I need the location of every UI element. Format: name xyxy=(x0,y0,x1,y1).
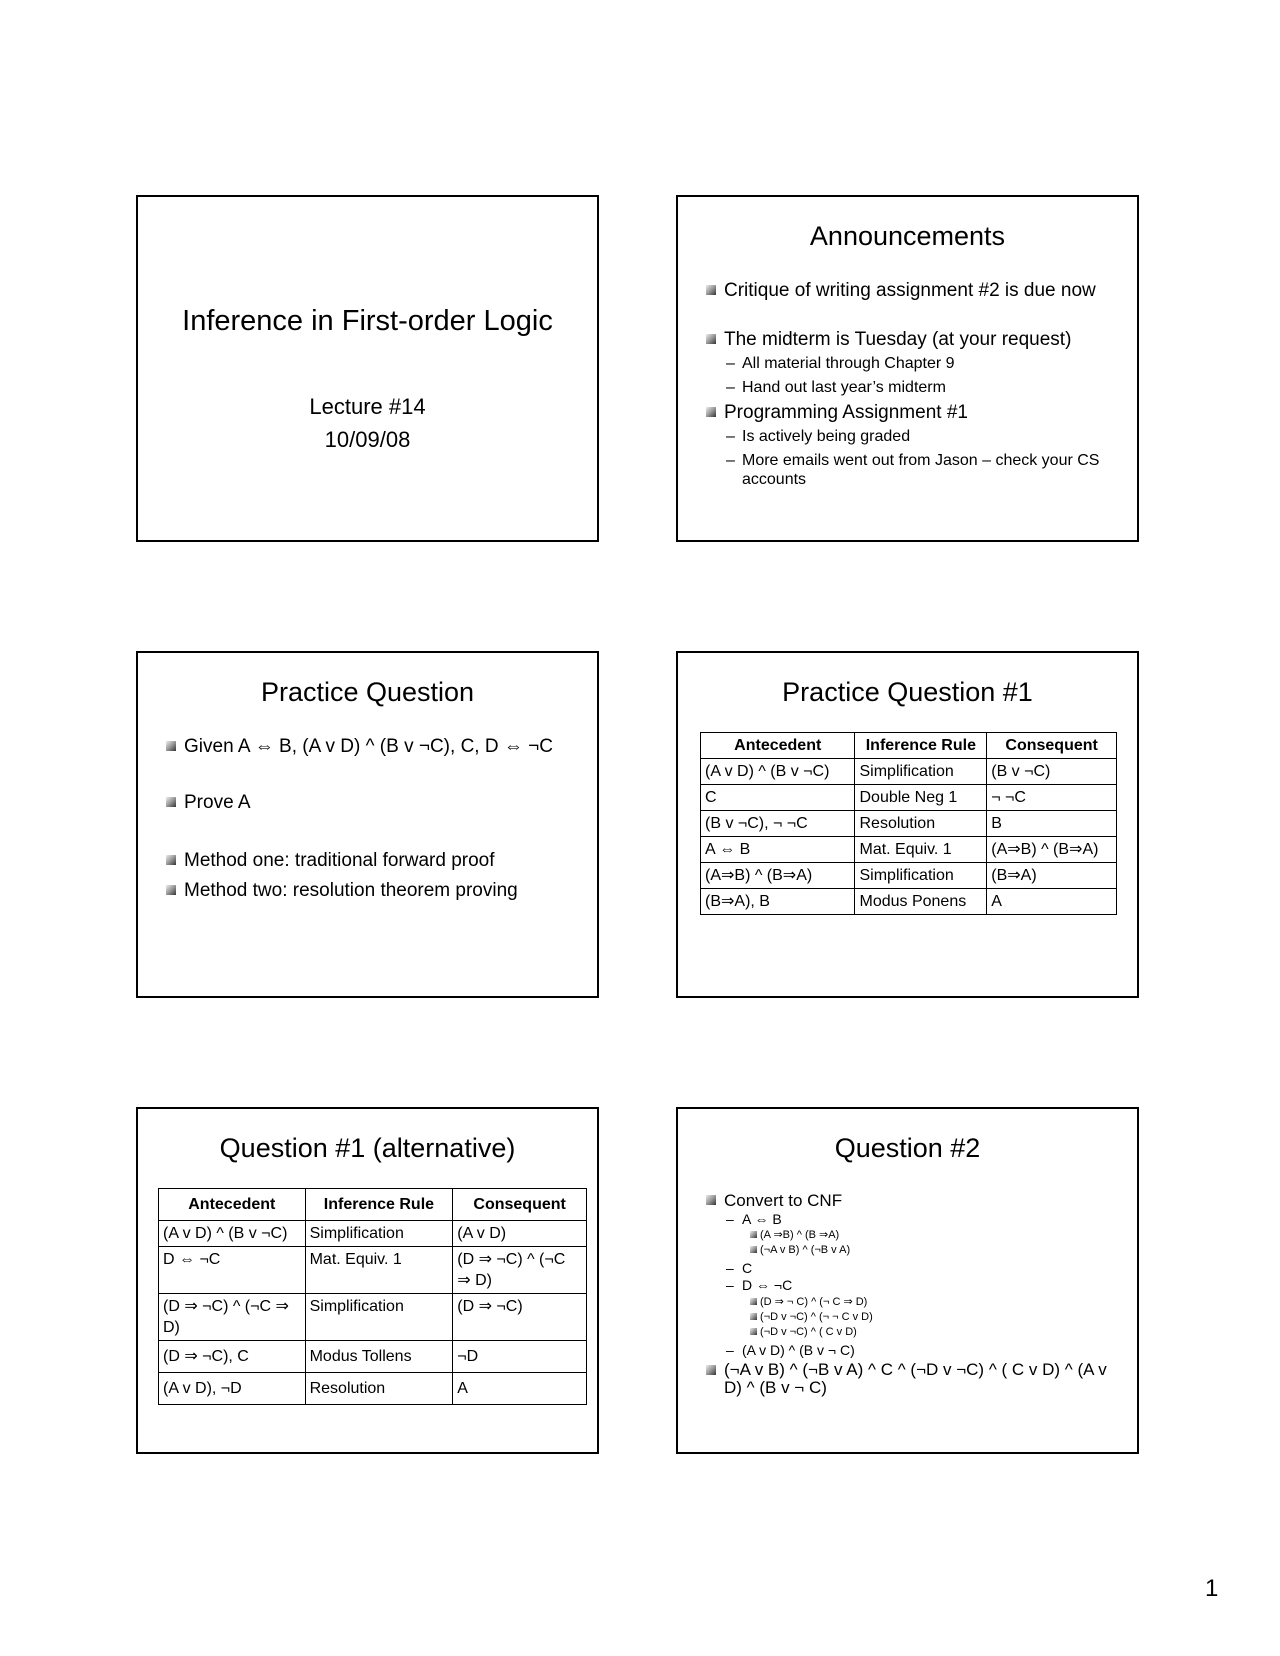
bullet-square-icon xyxy=(166,855,176,865)
table-cell: (D ⇒ ¬C) ^ (¬C ⇒ D) xyxy=(159,1294,306,1341)
bullet-square-icon xyxy=(706,407,716,417)
column-header: Consequent xyxy=(453,1189,587,1221)
slide-practice-question-1 xyxy=(676,651,1139,998)
bullet-item: Method one: traditional forward proof xyxy=(166,850,594,871)
table-cell: Mat. Equiv. 1 xyxy=(855,837,987,863)
bullet-square-icon xyxy=(750,1328,757,1335)
bullet-square-icon xyxy=(166,885,176,895)
table-cell: Simplification xyxy=(855,759,987,785)
sub-bullet-item: – Is actively being graded xyxy=(726,428,911,445)
table-cell: A xyxy=(453,1373,587,1405)
slide-announcements xyxy=(676,195,1139,542)
table-cell: ¬ ¬C xyxy=(987,785,1117,811)
lecture-number: Lecture #14 xyxy=(309,394,426,419)
sub-sub-bullet-item: (A ⇒B) ^ (B ⇒A) xyxy=(706,1228,1140,1242)
bullet-square-icon xyxy=(750,1231,757,1238)
table-row xyxy=(159,1221,587,1247)
table-cell: (A v D) ^ (B v ¬C) xyxy=(701,759,855,785)
sub-sub-bullet-item: (¬D v ¬C) ^ ( C v D) xyxy=(706,1325,1140,1339)
sub-bullet-item: – All material through Chapter 9 xyxy=(726,355,955,372)
sub-bullet-item: – More emails went out from Jason – check your CS accounts xyxy=(726,452,1100,488)
bullet-square-icon xyxy=(706,1365,716,1375)
bullet-square-icon xyxy=(750,1313,757,1320)
sub-sub-bullet-item: (¬A v B) ^ (¬B v A) xyxy=(706,1243,1140,1257)
column-header: Inference Rule xyxy=(305,1189,453,1221)
table-cell: B xyxy=(987,811,1117,837)
slide-heading: Practice Question xyxy=(260,677,475,707)
bullet-item: Method two: resolution theorem proving xyxy=(166,880,604,901)
table-cell: Modus Ponens xyxy=(855,889,987,915)
table-cell: Mat. Equiv. 1 xyxy=(305,1247,453,1294)
sub-bullet-item: – (A v D) ^ (B v ¬ C) xyxy=(726,1342,855,1358)
sub-sub-bullet-item: (D ⇒ ¬ C) ^ (¬ C ⇒ D) xyxy=(706,1295,1140,1309)
bullet-square-icon xyxy=(706,1195,716,1205)
table-cell: (B v ¬C), ¬ ¬C xyxy=(701,811,855,837)
slide-practice-question xyxy=(136,651,599,998)
bullet-item: Convert to CNF xyxy=(706,1191,1124,1210)
page-number: 1 xyxy=(1205,1575,1219,1602)
slide-heading: Practice Question #1 xyxy=(782,677,1033,707)
slide-question-1-alternative xyxy=(136,1107,599,1454)
table-cell: ¬D xyxy=(453,1341,587,1373)
table-cell: (A v D) xyxy=(453,1221,587,1247)
table-header-row xyxy=(159,1189,587,1221)
table-cell: Simplification xyxy=(855,863,987,889)
table-row xyxy=(159,1294,587,1341)
bullet-item: Programming Assignment #1 xyxy=(706,402,1124,423)
table-cell: (D ⇒ ¬C), C xyxy=(159,1341,306,1373)
column-header: Inference Rule xyxy=(855,733,987,759)
table-cell: D ⇔ ¬C xyxy=(159,1247,306,1294)
proof-table xyxy=(158,1188,587,1405)
table-cell: (A v D) ^ (B v ¬C) xyxy=(159,1221,306,1247)
table-cell: C xyxy=(701,785,855,811)
sub-sub-bullet-item: (¬D v ¬C) ^ (¬ ¬ C v D) xyxy=(706,1310,1140,1324)
table-row xyxy=(701,811,1117,837)
table-cell: A xyxy=(987,889,1117,915)
slide-question-2 xyxy=(676,1107,1139,1454)
bullet-square-icon xyxy=(166,797,176,807)
bullet-item: Critique of writing assignment #2 is due now xyxy=(706,280,1124,301)
bullet-item: Prove A xyxy=(166,792,574,813)
bullet-item: Given A ⇔ B, (A v D) ^ (B v ¬C), C, D ⇔ ¬C xyxy=(166,736,574,757)
sub-bullet-item: – D ⇔ ¬C xyxy=(726,1277,793,1293)
column-header: Antecedent xyxy=(701,733,855,759)
table-row xyxy=(701,863,1117,889)
table-cell: Resolution xyxy=(305,1373,453,1405)
table-row xyxy=(159,1341,587,1373)
proof-table xyxy=(700,732,1117,915)
table-cell: (B v ¬C) xyxy=(987,759,1117,785)
column-header: Consequent xyxy=(987,733,1117,759)
slide-heading: Question #2 xyxy=(834,1133,981,1163)
table-cell: Double Neg 1 xyxy=(855,785,987,811)
table-row xyxy=(159,1373,587,1405)
table-cell: (A v D), ¬D xyxy=(159,1373,306,1405)
table-row xyxy=(701,889,1117,915)
sub-bullet-item: – Hand out last year’s midterm xyxy=(726,379,946,396)
bullet-square-icon xyxy=(750,1298,757,1305)
slide-title xyxy=(136,195,599,542)
table-cell: Resolution xyxy=(855,811,987,837)
table-cell: (D ⇒ ¬C) ^ (¬C ⇒ D) xyxy=(453,1247,587,1294)
slide-title-heading: Inference in First-order Logic xyxy=(182,305,553,337)
table-cell: (A⇒B) ^ (B⇒A) xyxy=(701,863,855,889)
table-header-row xyxy=(701,733,1117,759)
table-cell: (A⇒B) ^ (B⇒A) xyxy=(987,837,1117,863)
table-cell: Simplification xyxy=(305,1221,453,1247)
bullet-square-icon xyxy=(750,1246,757,1253)
bullet-item: The midterm is Tuesday (at your request) xyxy=(706,329,1144,350)
bullet-square-icon xyxy=(706,285,716,295)
table-row xyxy=(159,1247,587,1294)
slide-heading: Question #1 (alternative) xyxy=(219,1133,516,1163)
bullet-square-icon xyxy=(166,741,176,751)
table-row xyxy=(701,785,1117,811)
table-cell: (D ⇒ ¬C) xyxy=(453,1294,587,1341)
table-row xyxy=(701,837,1117,863)
sub-bullet-item: – C xyxy=(726,1260,753,1276)
table-cell: (B⇒A), B xyxy=(701,889,855,915)
table-cell: Modus Tollens xyxy=(305,1341,453,1373)
table-cell: Simplification xyxy=(305,1294,453,1341)
table-cell: A ⇔ B xyxy=(701,837,855,863)
bullet-item: (¬A v B) ^ (¬B v A) ^ C ^ (¬D v ¬C) ^ ( C v D) ^ (A v D) ^ (B v ¬ C) xyxy=(706,1361,1124,1397)
bullet-square-icon xyxy=(706,334,716,344)
slide-heading: Announcements xyxy=(809,221,1006,251)
table-row xyxy=(701,759,1117,785)
lecture-date: 10/09/08 xyxy=(324,427,411,452)
table-cell: (B⇒A) xyxy=(987,863,1117,889)
sub-bullet-item: – A ⇔ B xyxy=(726,1211,782,1227)
column-header: Antecedent xyxy=(159,1189,306,1221)
